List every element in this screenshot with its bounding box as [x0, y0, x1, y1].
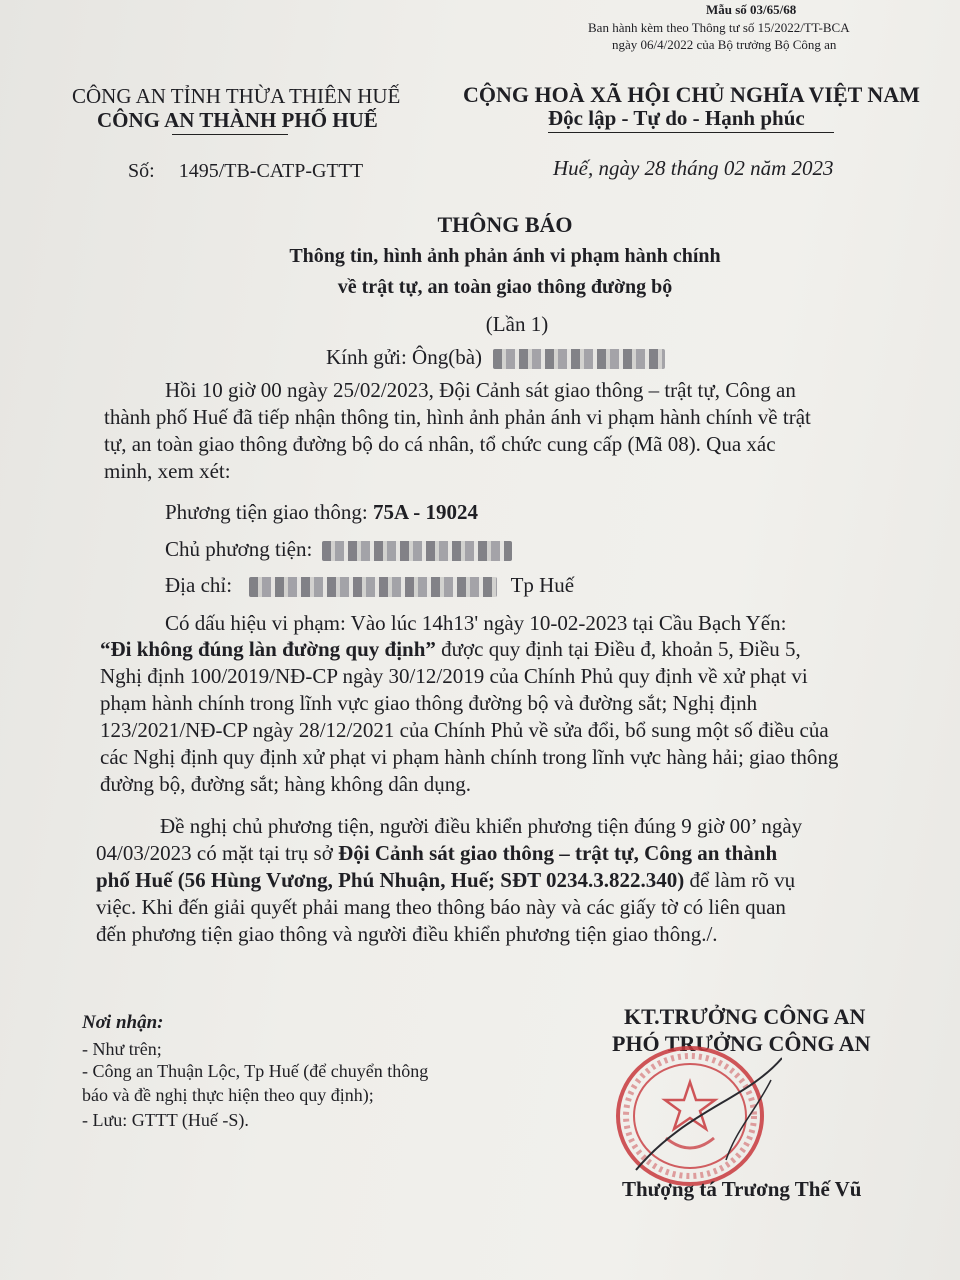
notice-count: (Lần 1)	[485, 312, 549, 336]
recipient-item: - Như trên;	[82, 1039, 162, 1059]
violation-line-6: các Nghị định quy định xử phạt vi phạm hành chính trong lĩnh vực hàng hải; giao thông	[100, 745, 839, 769]
issued-by-line-2: ngày 06/4/2022 của Bộ trưởng Bộ Công an	[612, 37, 837, 52]
signature-authority-line-1: KT.TRƯỞNG CÔNG AN	[624, 1004, 866, 1029]
request-office: Đội Cảnh sát giao thông – trật tự, Công an thành	[338, 841, 778, 865]
agency-name: CÔNG AN THÀNH PHỐ HUẾ	[97, 108, 378, 132]
vehicle-address-city: Tp Huế	[510, 573, 575, 597]
document-title: THÔNG BÁO	[437, 212, 573, 237]
request-line-4: việc. Khi đến giải quyết phải mang theo thông báo này và các giấy tờ có liên quan	[96, 895, 786, 919]
issued-by-line-1: Ban hành kèm theo Thông tư số 15/2022/TT-BCA	[588, 20, 850, 35]
request-line-2	[96, 841, 777, 866]
vehicle-address-label: Địa chỉ:	[165, 573, 233, 597]
motto-underline	[548, 132, 834, 133]
official-seal-stamp	[606, 1040, 782, 1190]
vehicle-plate-line	[165, 500, 478, 525]
recipient-item: - Lưu: GTTT (Huế -S).	[82, 1110, 249, 1130]
place-and-date: Huế, ngày 28 tháng 02 năm 2023	[553, 156, 834, 180]
request-line-2-start: 04/03/2023 có mặt tại trụ sở	[96, 841, 333, 865]
request-line-1: Đề nghị chủ phương tiện, người điều khiển phương tiện đúng 9 giờ 00’ ngày	[160, 814, 803, 838]
violation-line-7: đường bộ, đường sắt; hàng không dân dụng.	[100, 772, 472, 796]
form-number: Mẫu số 03/65/68	[706, 2, 797, 17]
paragraph-1-line-2: thành phố Huế đã tiếp nhận thông tin, hình ảnh phản ánh vi phạm hành chính về trật	[104, 405, 811, 429]
recipients-title: Nơi nhận:	[82, 1012, 164, 1033]
violation-line-2-rest: được quy định tại Điều đ, khoản 5, Điều 5,	[441, 637, 801, 661]
document-subtitle-1: Thông tin, hình ảnh phản ánh vi phạm hành chính	[289, 245, 721, 267]
document-number-label: Số:	[128, 160, 155, 182]
recipient-line	[326, 345, 665, 370]
paragraph-1-line-3: tự, an toàn giao thông đường bộ do cá nhân, tổ chức cung cấp (Mã 08). Qua xác	[104, 432, 776, 456]
vehicle-plate-number: 75A - 19024	[372, 500, 478, 524]
vehicle-owner-label: Chủ phương tiện:	[165, 537, 313, 561]
redacted-owner-name	[322, 541, 512, 561]
signer-name: Thượng tá Trương Thế Vũ	[622, 1177, 862, 1201]
violation-name: “Đi không đúng làn đường quy định”	[100, 637, 436, 661]
paragraph-1-line-1: Hồi 10 giờ 00 ngày 25/02/2023, Đội Cảnh sát giao thông – trật tự, Công an	[165, 378, 796, 402]
request-office-address: phố Huế (56 Hùng Vương, Phú Nhuận, Huế; SĐT 0234.3.822.340)	[96, 868, 685, 892]
national-title: CỘNG HOÀ XÃ HỘI CHỦ NGHĨA VIỆT NAM	[463, 82, 920, 107]
document-number-value: 1495/TB-CATP-GTTT	[178, 160, 364, 182]
agency-underline	[172, 134, 288, 135]
recipient-item: báo và đề nghị thực hiện theo quy định);	[82, 1085, 374, 1105]
redacted-recipient-name	[493, 349, 665, 369]
recipient-item: - Công an Thuận Lộc, Tp Huế (để chuyển thông	[82, 1061, 429, 1081]
paragraph-1-line-4: minh, xem xét:	[104, 459, 231, 483]
vehicle-plate-label: Phương tiện giao thông:	[165, 500, 368, 524]
violation-line-1: Có dấu hiệu vi phạm: Vào lúc 14h13' ngày 10-02-2023 tại Cầu Bạch Yến:	[165, 611, 787, 635]
violation-line-4: phạm hành chính trong lĩnh vực giao thông đường bộ và đường sắt; Nghị định	[100, 691, 758, 715]
document-subtitle-2: về trật tự, an toàn giao thông đường bộ	[337, 276, 673, 298]
violation-line-5: 123/2021/NĐ-CP ngày 28/12/2021 của Chính Phủ về sửa đổi, bổ sung một số điều của	[100, 718, 829, 742]
signature-authority-line-2: PHÓ TRƯỞNG CÔNG AN	[612, 1031, 871, 1056]
violation-line-2	[100, 637, 801, 662]
request-line-5: đến phương tiện giao thông và người điều khiển phương tiện giao thông./.	[96, 922, 718, 946]
recipient-label: Kính gửi: Ông(bà)	[326, 345, 483, 369]
vehicle-owner-line	[165, 537, 512, 562]
agency-parent: CÔNG AN TỈNH THỪA THIÊN HUẾ	[72, 84, 401, 108]
violation-line-3: Nghị định 100/2019/NĐ-CP ngày 30/12/2019 của Chính Phủ quy định về xử phạt vi	[100, 664, 808, 688]
vehicle-address-line	[165, 573, 574, 598]
document-number	[128, 160, 363, 183]
national-motto: Độc lập - Tự do - Hạnh phúc	[548, 106, 805, 130]
request-line-3	[96, 868, 795, 893]
redacted-address	[249, 577, 497, 597]
request-line-3-rest: để làm rõ vụ	[689, 868, 796, 892]
